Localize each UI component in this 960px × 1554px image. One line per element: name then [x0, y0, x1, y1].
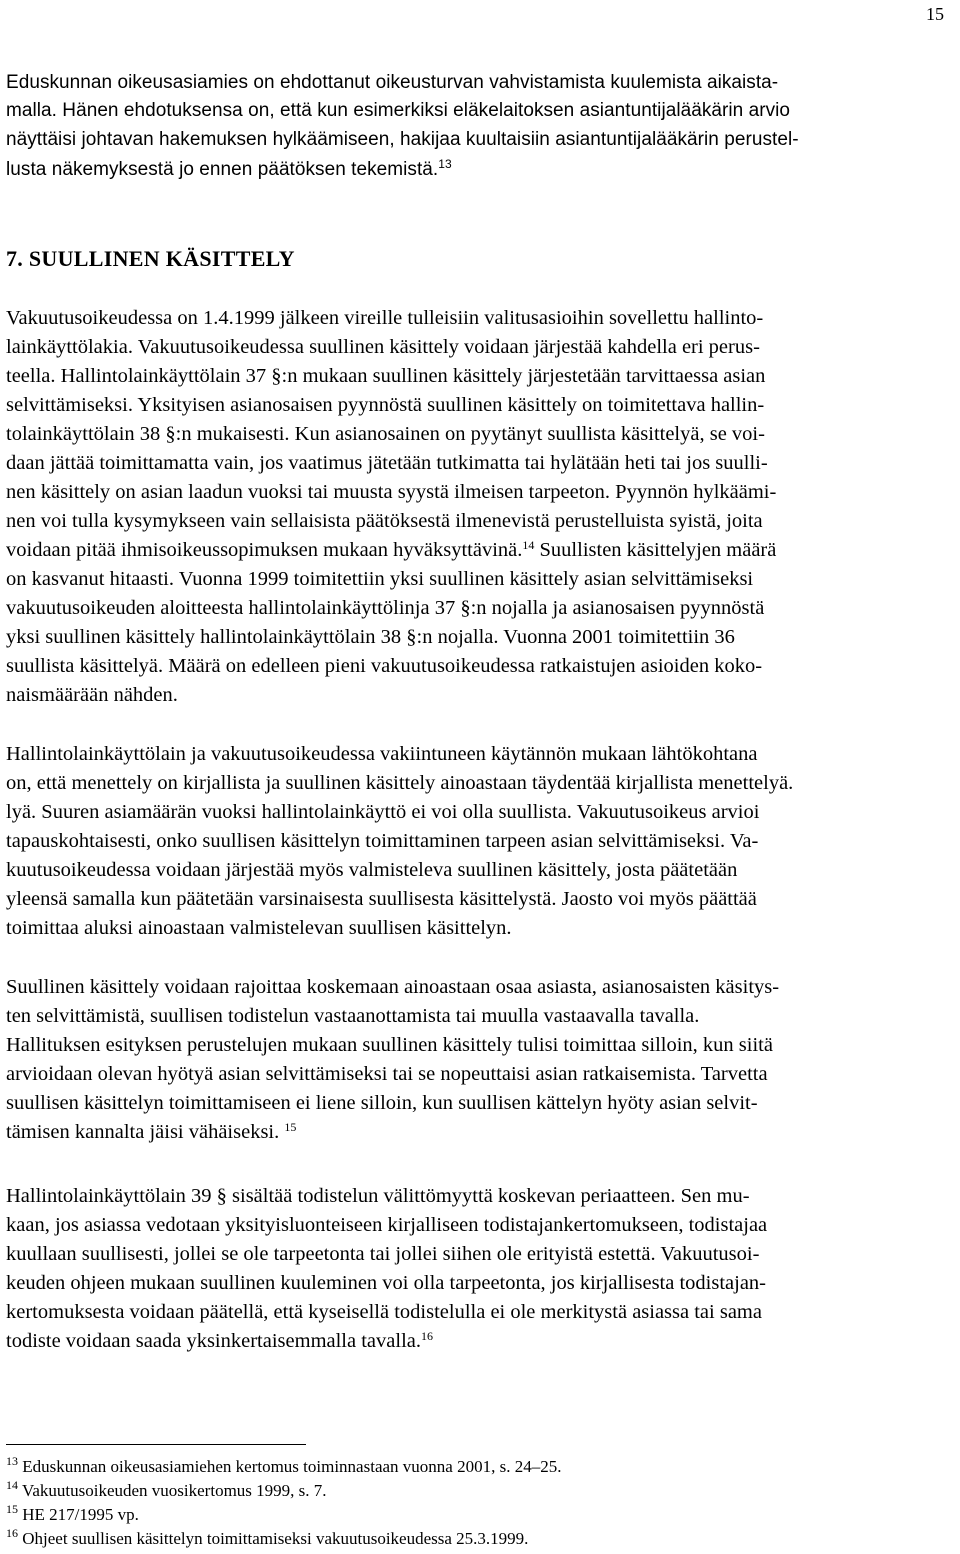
para4-line-5: suullisen käsittelyn toimittamiseen ei liene silloin, kun suullisen kättelyn hyöty asian selvit- — [6, 1092, 758, 1114]
para1-line-1: Eduskunnan oikeusasiamies on ehdottanut oikeusturvan vahvistamista kuulemista aikaista- — [6, 72, 779, 93]
footnote-15-text: HE 217/1995 vp. — [22, 1505, 139, 1524]
para3-line-5: kuutusoikeudessa voidaan järjestää myös valmisteleva suullinen käsittely, josta päätetään — [6, 859, 738, 881]
para3-line-6: yleensä samalla kun päätetään varsinaisesta suullisesta käsittelystä. Jaosto voi myös päättää — [6, 888, 757, 910]
footnote-ref-16: 16 — [421, 1329, 433, 1343]
para4-line-2: ten selvittämistä, suullisen todistelun vastaanottamista tai muulla vastaavalla tavalla. — [6, 1005, 700, 1027]
footnote-13-text: Eduskunnan oikeusasiamiehen kertomus toiminnastaan vuonna 2001, s. 24–25. — [22, 1457, 562, 1476]
footnote-14 — [6, 1480, 327, 1502]
page-number: 15 — [926, 4, 944, 24]
para4-line-4: arvioidaan olevan hyötyä asian selvittämiseksi tai se nopeuttaisi asian ratkaisemista. Tarvetta — [6, 1063, 768, 1085]
para1-line-4 — [6, 157, 452, 183]
para5-line-1: Hallintolainkäyttölain 39 § sisältää todistelun välittömyyttä koskevan periaatteen. Sen mu- — [6, 1185, 750, 1207]
para3-line-1: Hallintolainkäyttölain ja vakuutusoikeudessa vakiintuneen käytännön mukaan lähtökohtana — [6, 743, 758, 765]
footnote-16 — [6, 1528, 528, 1550]
para1-line-3: näyttäisi johtavan hakemuksen hylkäämiseen, hakijaa kuultaisiin asiantuntijalääkärin perustel- — [6, 129, 799, 150]
footnote-14-text: Vakuutusoikeuden vuosikertomus 1999, s. 7. — [21, 1481, 327, 1500]
footnote-ref-13: 13 — [438, 157, 452, 171]
para2-line-9-a: voidaan pitää ihmisoikeussopimuksen mukaan hyväksyttävinä. — [6, 539, 523, 561]
para3-line-4: tapauskohtaisesti, onko suullisen käsittelyn toimittaminen tarpeen asian selvittämiseksi. Va- — [6, 830, 759, 852]
para4-line-6-text: tämisen kannalta jäisi vähäiseksi. — [6, 1121, 280, 1143]
para2-line-8: nen voi tulla kysymykseen vain sellaisista päätöksestä ilmenevistä perustelluista syistä, joita — [6, 510, 763, 532]
para2-line-6: daan jättää toimittamatta vain, jos vaatimus jätetään tutkimatta tai hylätään heti tai jos suulli- — [6, 452, 768, 474]
para2-line-12: yksi suullinen käsittely hallintolainkäyttölain 38 §:n nojalla. Vuonna 2001 toimitettiin 36 — [6, 626, 735, 648]
para5-line-2: kaan, jos asiassa vedotaan yksityisluonteiseen kirjalliseen todistajankertomukseen, todistajaa — [6, 1214, 768, 1236]
footnote-14-number: 14 — [6, 1478, 18, 1492]
para4-line-6 — [6, 1119, 296, 1145]
para2-line-14: naismäärään nähden. — [6, 684, 178, 706]
footnote-separator — [6, 1444, 306, 1445]
para3-line-7: toimittaa aluksi ainoastaan valmistelevan suullisen käsittelyn. — [6, 917, 512, 939]
para1-line-4-text: lusta näkemyksestä jo ennen päätöksen tekemistä. — [6, 159, 439, 180]
para2-line-10: on kasvanut hitaasti. Vuonna 1999 toimitettiin yksi suullinen käsittely asian selvittämiseksi — [6, 568, 754, 590]
para2-line-2: lainkäyttölakia. Vakuutusoikeudessa suullinen käsittely voidaan järjestää kahdella eri perus- — [6, 336, 760, 358]
para3-line-2: on, että menettely on kirjallista ja suullinen käsittely ainoastaan täydentää kirjallista menettelyä. — [6, 772, 794, 794]
footnote-13-number: 13 — [6, 1454, 18, 1468]
para2-line-5: tolainkäyttölain 38 §:n mukaisesti. Kun asianosainen on pyytänyt suullista käsittelyä, se voi- — [6, 423, 765, 445]
footnote-16-text: Ohjeet suullisen käsittelyn toimittamiseksi vakuutusoikeudessa 25.3.1999. — [22, 1529, 529, 1548]
footnote-16-number: 16 — [6, 1526, 18, 1540]
footnote-ref-15: 15 — [284, 1120, 297, 1134]
para3-line-3: lyä. Suuren asiamäärän vuoksi hallintolainkäyttö ei voi olla suullista. Vakuutusoikeus arvioi — [6, 801, 760, 823]
para2-line-11: vakuutusoikeuden aloitteesta hallintolainkäyttölinja 37 §:n nojalla ja asianosaisen pyynnöstä — [6, 597, 765, 619]
para5-line-5: kertomuksesta voidaan päätellä, että kyseisellä todistelulla ei ole merkitystä asiassa tai sama — [6, 1301, 762, 1323]
footnote-15 — [6, 1504, 139, 1526]
footnote-15-number: 15 — [6, 1502, 18, 1516]
section-heading: 7. SUULLINEN KÄSITTELY — [6, 246, 295, 271]
para4-line-1: Suullinen käsittely voidaan rajoittaa koskemaan ainoastaan osaa asiasta, asianosaisten käsitys- — [6, 976, 780, 998]
para5-line-6 — [6, 1328, 433, 1354]
para4-line-3: Hallituksen esityksen perustelujen mukaan suullinen käsittely tulisi toimittaa silloin, kun siitä — [6, 1034, 773, 1056]
para5-line-3: kuullaan suullisesti, jollei se ole tarpeetonta tai jollei siihen ole erityistä estettä. Vakuutusoi- — [6, 1243, 760, 1265]
footnote-ref-14: 14 — [522, 538, 535, 552]
para2-line-13: suullista käsittelyä. Määrä on edelleen pieni vakuutusoikeudessa ratkaistujen asioiden koko- — [6, 655, 763, 677]
para1-line-2: malla. Hänen ehdotuksensa on, että kun esimerkiksi eläkelaitoksen asiantuntijalääkärin arvio — [6, 100, 791, 121]
para2-line-7: nen käsittely on asian laadun vuoksi tai muusta syystä ilmeisen tarpeeton. Pyynnön hylkäämi- — [6, 481, 777, 503]
para2-line-3: teella. Hallintolainkäyttölain 37 §:n mukaan suullinen käsittely järjestetään tarvittaessa asian — [6, 365, 766, 387]
para2-line-1: Vakuutusoikeudessa on 1.4.1999 jälkeen vireille tulleisiin valitusasioihin sovellettu hallinto- — [6, 307, 764, 329]
para2-line-4: selvittämiseksi. Yksityisen asianosaisen pyynnöstä suullinen käsittely on toimitettava hallin- — [6, 394, 765, 416]
para2-line-9 — [6, 537, 776, 563]
para5-line-6-text: todiste voidaan saada yksinkertaisemmalla tavalla. — [6, 1330, 421, 1352]
footnote-13 — [6, 1456, 561, 1478]
para5-line-4: keuden ohjeen mukaan suullinen kuuleminen voi olla tarpeetonta, jos kirjallisesta todistajan- — [6, 1272, 767, 1294]
para2-line-9-b: Suullisten käsittelyjen määrä — [534, 539, 777, 561]
